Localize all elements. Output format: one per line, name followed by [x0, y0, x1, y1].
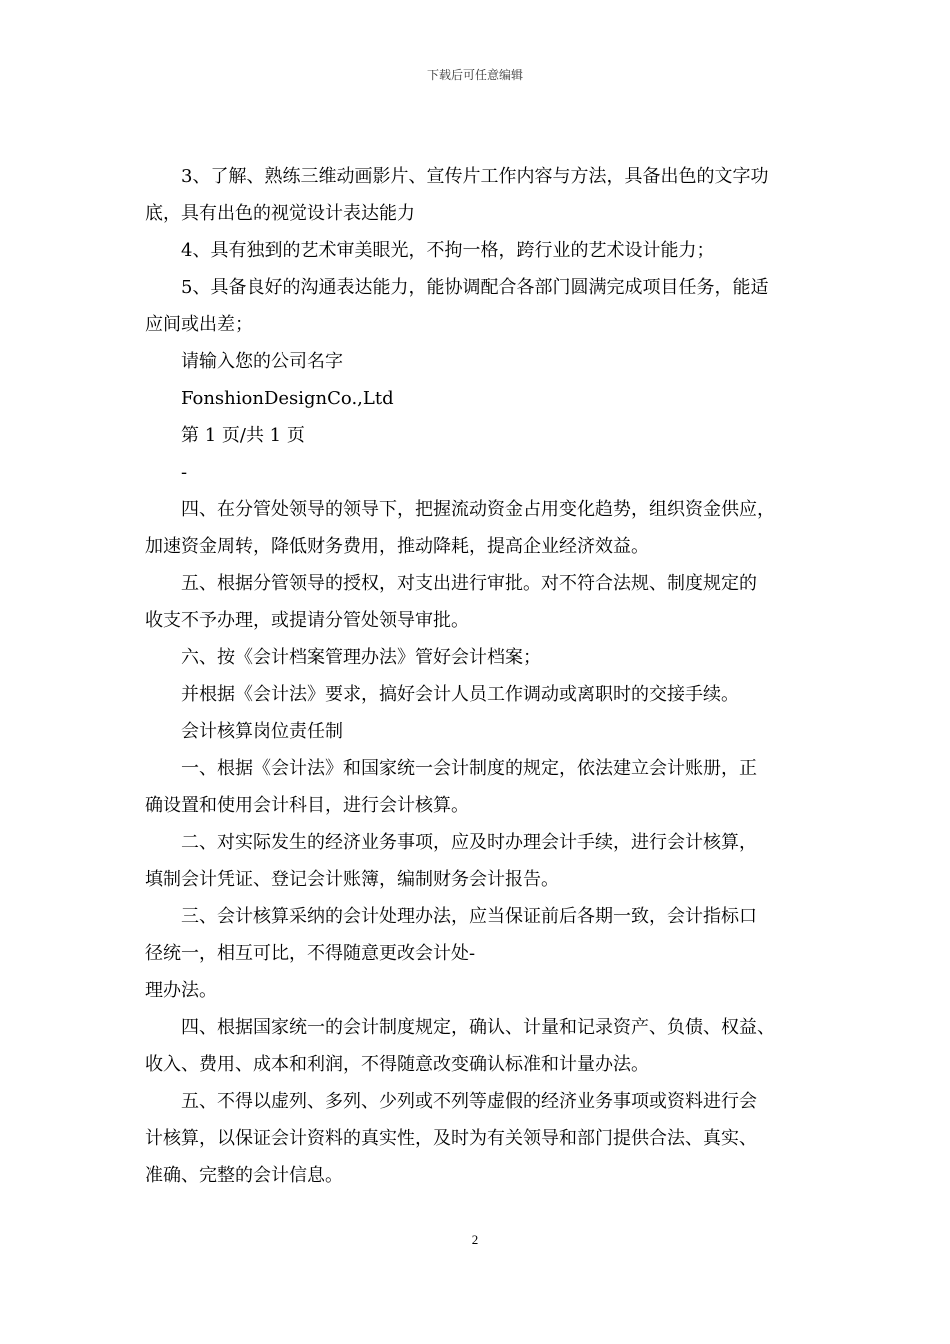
paragraph-line: 加速资金周转，降低财务费用，推动降耗，提高企业经济效益。	[145, 536, 649, 557]
page-count-note: 第 1 页/共 1 页	[181, 425, 305, 446]
paragraph-line: 准确、完整的会计信息。	[145, 1165, 343, 1186]
paragraph-line: 二、对实际发生的经济业务事项，应及时办理会计手续，进行会计核算，	[181, 832, 757, 853]
paragraph-line: 填制会计凭证、登记会计账簿，编制财务会计报告。	[145, 869, 559, 890]
company-name-prompt: 请输入您的公司名字	[181, 351, 343, 372]
paragraph-line: 收入、费用、成本和利润，不得随意改变确认标准和计量办法。	[145, 1054, 649, 1075]
paragraph-line: 5、具备良好的沟通表达能力，能协调配合各部门圆满完成项目任务，能适	[181, 277, 769, 298]
paragraph-line: 四、根据国家统一的会计制度规定，确认、计量和记录资产、负债、权益、	[181, 1017, 775, 1038]
paragraph-line: 确设置和使用会计科目，进行会计核算。	[145, 795, 469, 816]
paragraph-line: 一、根据《会计法》和国家统一会计制度的规定，依法建立会计账册，正	[181, 758, 757, 779]
paragraph-line: 底，具有出色的视觉设计表达能力	[145, 203, 415, 224]
page-header: 下载后可任意编辑	[426, 68, 523, 82]
paragraph-line: 应间或出差；	[145, 314, 253, 335]
paragraph-line: 计核算，以保证会计资料的真实性，及时为有关领导和部门提供合法、真实、	[145, 1128, 757, 1149]
company-name: FonshionDesignCo.,Ltd	[181, 388, 394, 409]
separator-dash: -	[181, 462, 188, 483]
paragraph-line: 六、按《会计档案管理办法》管好会计档案；	[181, 647, 541, 668]
paragraph-line: 五、不得以虚列、多列、少列或不列等虚假的经济业务事项或资料进行会	[181, 1091, 757, 1112]
page-number: 2	[471, 1232, 479, 1247]
paragraph-line: 径统一，相互可比，不得随意更改会计处-	[145, 943, 476, 964]
paragraph-line: 五、根据分管领导的授权，对支出进行审批。对不符合法规、制度规定的	[181, 573, 757, 594]
paragraph-line: 3、了解、熟练三维动画影片、宣传片工作内容与方法，具备出色的文字功	[181, 166, 769, 187]
document-body	[145, 158, 815, 1194]
paragraph-line: 并根据《会计法》要求，搞好会计人员工作调动或离职时的交接手续。	[181, 684, 739, 705]
paragraph-line: 收支不予办理，或提请分管处领导审批。	[145, 610, 469, 631]
paragraph-line: 四、在分管处领导的领导下，把握流动资金占用变化趋势，组织资金供应，	[181, 499, 775, 520]
section-title: 会计核算岗位责任制	[181, 721, 343, 742]
paragraph-line: 理办法。	[145, 980, 217, 1001]
paragraph-line: 4、具有独到的艺术审美眼光，不拘一格，跨行业的艺术设计能力；	[181, 240, 715, 261]
paragraph-line: 三、会计核算采纳的会计处理办法，应当保证前后各期一致，会计指标口	[181, 906, 757, 927]
